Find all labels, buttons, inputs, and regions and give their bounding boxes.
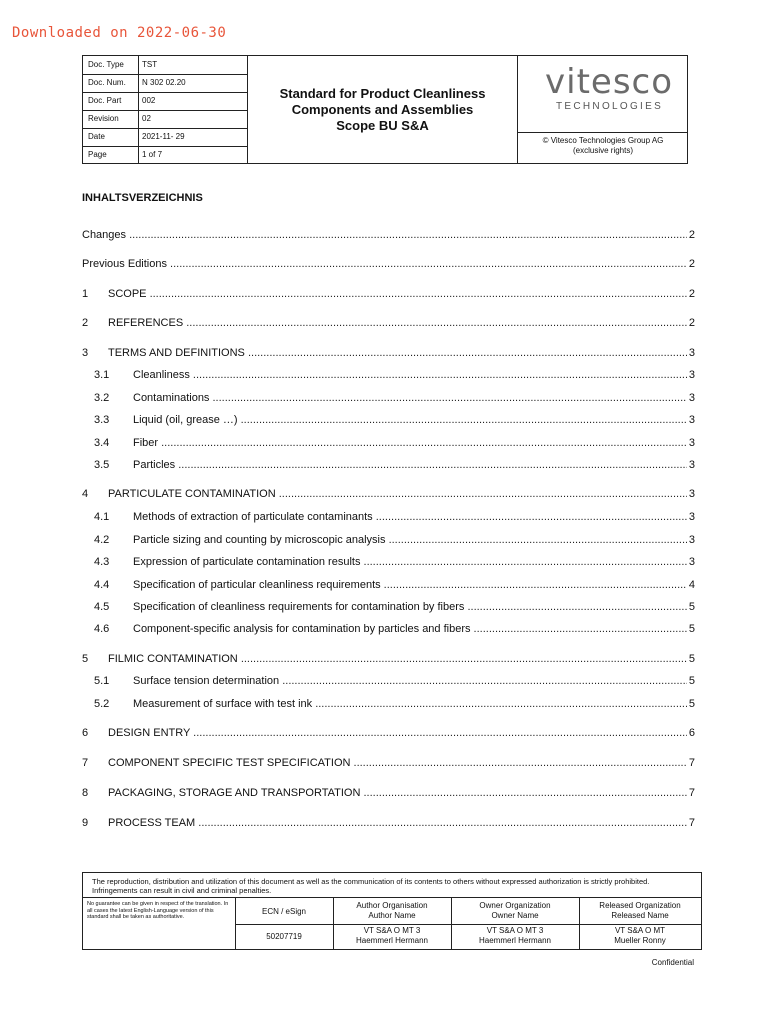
meta-row-date [83, 128, 247, 147]
toc-entry[interactable] [82, 316, 695, 330]
toc-entry-page: 5 [688, 601, 695, 613]
toc-entry-number: 4.5 [94, 601, 110, 613]
toc-entry-number: 3.3 [94, 414, 110, 426]
logo-wordmark: vitesco [545, 62, 674, 102]
copyright-notice [518, 132, 688, 164]
toc-entry-number: 4.2 [94, 534, 110, 546]
toc-entry-page: 3 [688, 392, 695, 404]
confidentiality-label: Confidential [651, 958, 694, 967]
toc-entry[interactable] [82, 816, 695, 830]
toc-entry-page: 3 [688, 459, 695, 471]
toc-entry-title: Previous Editions ..... [82, 257, 687, 271]
toc-entry-title: PROCESS TEAM ..... [108, 816, 687, 830]
meta-key: Revision [88, 114, 119, 123]
toc-entry-number: 4.4 [94, 579, 110, 591]
toc-entry[interactable] [82, 726, 695, 740]
company-logo [518, 56, 688, 133]
toc-entry-number: 1 [82, 288, 89, 300]
toc-entry-page: 2 [688, 288, 695, 300]
document-meta-table [83, 56, 247, 164]
title-line: Components and Assemblies [291, 102, 474, 117]
toc-entry-number: 3.2 [94, 392, 110, 404]
toc-entry-number: 3.4 [94, 437, 110, 449]
toc-entry-title: PACKAGING, STORAGE AND TRANSPORTATION ..... [108, 786, 687, 800]
toc-entry[interactable] [82, 391, 695, 405]
toc-entry-title: Liquid (oil, grease …) ..... [133, 413, 687, 427]
toc-entry[interactable] [82, 578, 695, 592]
toc-entry-title: Fiber ..... [133, 436, 687, 450]
toc-entry[interactable] [82, 510, 695, 524]
toc-entry[interactable] [82, 533, 695, 547]
toc-entry-title: REFERENCES ..... [108, 316, 687, 330]
toc-entry-number: 3 [82, 347, 89, 359]
released-name-label: Released Name [611, 911, 669, 920]
author-org-label: Author Organisation [356, 901, 428, 910]
toc-entry-page: 3 [688, 556, 695, 568]
meta-row-revision [83, 110, 247, 129]
toc-entry-number: 5.2 [94, 698, 110, 710]
owner-name-value: Haemmerl Hermann [478, 936, 552, 945]
toc-entry-number: 8 [82, 787, 89, 799]
toc-entry[interactable] [82, 368, 695, 382]
toc-entry-page: 5 [688, 653, 695, 665]
toc-entry-page: 3 [688, 369, 695, 381]
toc-entry-page: 7 [688, 757, 695, 769]
released-value [579, 926, 701, 946]
toc-entry[interactable] [82, 287, 695, 301]
author-label [333, 901, 451, 921]
toc-entry-page: 5 [688, 698, 695, 710]
document-header [82, 55, 688, 164]
copyright-footer-notice: The reproduction, distribution and utilization of this document as well as the communication of its contents to others without expressed authorization is strictly prohibited. Infringements can result in civil and criminal penalties. [83, 873, 701, 898]
toc-entry-title: PARTICULATE CONTAMINATION ..... [108, 487, 687, 501]
toc-entry[interactable] [82, 786, 695, 800]
toc-entry[interactable] [82, 458, 695, 472]
toc-entry-page: 5 [688, 675, 695, 687]
toc-entry-page: 3 [688, 488, 695, 500]
released-org-value: VT S&A O MT [614, 926, 666, 935]
toc-entry-page: 7 [688, 787, 695, 799]
toc-entry[interactable] [82, 346, 695, 360]
toc-entry-number: 4.3 [94, 556, 110, 568]
document-title [247, 56, 518, 164]
toc-entry-title: COMPONENT SPECIFIC TEST SPECIFICATION ..... [108, 756, 687, 770]
toc-entry-page: 4 [688, 579, 695, 591]
title-line: Scope BU S&A [336, 118, 429, 133]
toc-entry-number: 4 [82, 488, 89, 500]
title-line: Standard for Product Cleanliness [279, 86, 486, 101]
toc-entry-number: 6 [82, 727, 89, 739]
toc-entry-number: 4.6 [94, 623, 110, 635]
ecn-label: ECN / eSign [261, 907, 307, 916]
toc-entry-number: 5 [82, 653, 89, 665]
meta-key: Page [88, 150, 107, 159]
toc-entry-title: Expression of particulate contamination results ..... [133, 555, 687, 569]
toc-entry-title: Particles ..... [133, 458, 687, 472]
toc-entry-title: Specification of particular cleanliness requirements ..... [133, 578, 687, 592]
meta-value: 2021-11- 29 [142, 132, 185, 141]
meta-value: 1 of 7 [142, 150, 163, 159]
meta-value: TST [142, 60, 158, 69]
owner-value [451, 926, 579, 946]
toc-entry-number: 3.5 [94, 459, 110, 471]
toc-entry-page: 5 [688, 623, 695, 635]
toc-entry-page: 7 [688, 817, 695, 829]
toc-entry[interactable] [82, 413, 695, 427]
meta-key: Doc. Type [88, 60, 124, 69]
owner-org-value: VT S&A O MT 3 [486, 926, 544, 935]
owner-label [451, 901, 579, 921]
toc-entry-number: 5.1 [94, 675, 110, 687]
toc-entry[interactable] [82, 622, 695, 636]
toc-entry-title: DESIGN ENTRY ..... [108, 726, 687, 740]
toc-entry-page: 2 [688, 258, 695, 270]
toc-entry-number: 4.1 [94, 511, 110, 523]
toc-entry[interactable] [82, 600, 695, 614]
toc-entry-page: 3 [688, 437, 695, 449]
toc-entry[interactable] [82, 436, 695, 450]
owner-org-label: Owner Organization [479, 901, 551, 910]
toc-entry[interactable] [82, 257, 695, 271]
toc-entry-page: 2 [688, 317, 695, 329]
toc-entry-title: Contaminations ..... [133, 391, 687, 405]
toc-entry[interactable] [82, 487, 695, 501]
toc-entry-title: Specification of cleanliness requirements for contamination by fibers ..... [133, 600, 687, 614]
toc-entry-page: 3 [688, 534, 695, 546]
ecn-value: 50207719 [266, 932, 302, 941]
toc-entry[interactable] [82, 555, 695, 569]
toc-entry-page: 6 [688, 727, 695, 739]
toc-entry-title: Particle sizing and counting by microscopic analysis ..... [133, 533, 687, 547]
toc-entry-number: 2 [82, 317, 89, 329]
meta-row-doc-type [83, 56, 247, 75]
meta-row-page [83, 146, 247, 164]
toc-entry-number: 7 [82, 757, 89, 769]
toc-entry[interactable] [82, 697, 695, 711]
meta-value: 002 [142, 96, 156, 105]
meta-key: Date [88, 132, 105, 141]
toc-entry-title: Measurement of surface with test ink ..... [133, 697, 687, 711]
copyright-line: © Vitesco Technologies Group AG [542, 136, 664, 145]
toc-entry[interactable] [82, 652, 695, 666]
toc-entry[interactable] [82, 228, 695, 242]
toc-entry-page: 3 [688, 511, 695, 523]
copyright-line: (exclusive rights) [572, 146, 633, 155]
toc-entry-title: Changes ..... [82, 228, 687, 242]
meta-row-doc-num [83, 74, 247, 93]
toc-entry-title: TERMS AND DEFINITIONS ..... [108, 346, 687, 360]
download-stamp: Downloaded on 2022-06-30 [12, 25, 227, 41]
author-name-label: Author Name [368, 911, 416, 920]
toc-entry-title: Component-specific analysis for contamination by particles and fibers ..... [133, 622, 687, 636]
toc-entry-page: 3 [688, 414, 695, 426]
toc-entry[interactable] [82, 756, 695, 770]
meta-key: Doc. Part [88, 96, 122, 105]
meta-value: N 302 02.20 [142, 78, 186, 87]
document-footer [82, 872, 702, 950]
toc-entry-title: SCOPE ..... [108, 287, 687, 301]
released-org-label: Released Organization [599, 901, 681, 910]
meta-key: Doc. Num. [88, 78, 126, 87]
meta-row-doc-part [83, 92, 247, 111]
author-org-value: VT S&A O MT 3 [363, 926, 421, 935]
translation-disclaimer: No guarantee can be given in respect of the translation. In all cases the latest English-Language version of this standard shall be taken as authoritative. [87, 901, 229, 920]
logo-subtitle: TECHNOLOGIES [556, 101, 664, 112]
toc-entry-title: FILMIC CONTAMINATION ..... [108, 652, 687, 666]
released-label [579, 901, 701, 921]
toc-entry-number: 3.1 [94, 369, 110, 381]
toc-heading: INHALTSVERZEICHNIS [82, 192, 203, 204]
toc-entry-title: Surface tension determination ..... [133, 674, 687, 688]
toc-entry[interactable] [82, 674, 695, 688]
toc-entry-page: 3 [688, 347, 695, 359]
meta-value: 02 [142, 114, 151, 123]
toc-entry-title: Cleanliness ..... [133, 368, 687, 382]
toc-entry-page: 2 [688, 229, 695, 241]
released-name-value: Mueller Ronny [614, 936, 666, 945]
author-name-value: Haemmerl Hermann [355, 936, 429, 945]
owner-name-label: Owner Name [491, 911, 539, 920]
toc-entry-title: Methods of extraction of particulate contaminants ..... [133, 510, 687, 524]
author-value [333, 926, 451, 946]
toc-entry-number: 9 [82, 817, 89, 829]
